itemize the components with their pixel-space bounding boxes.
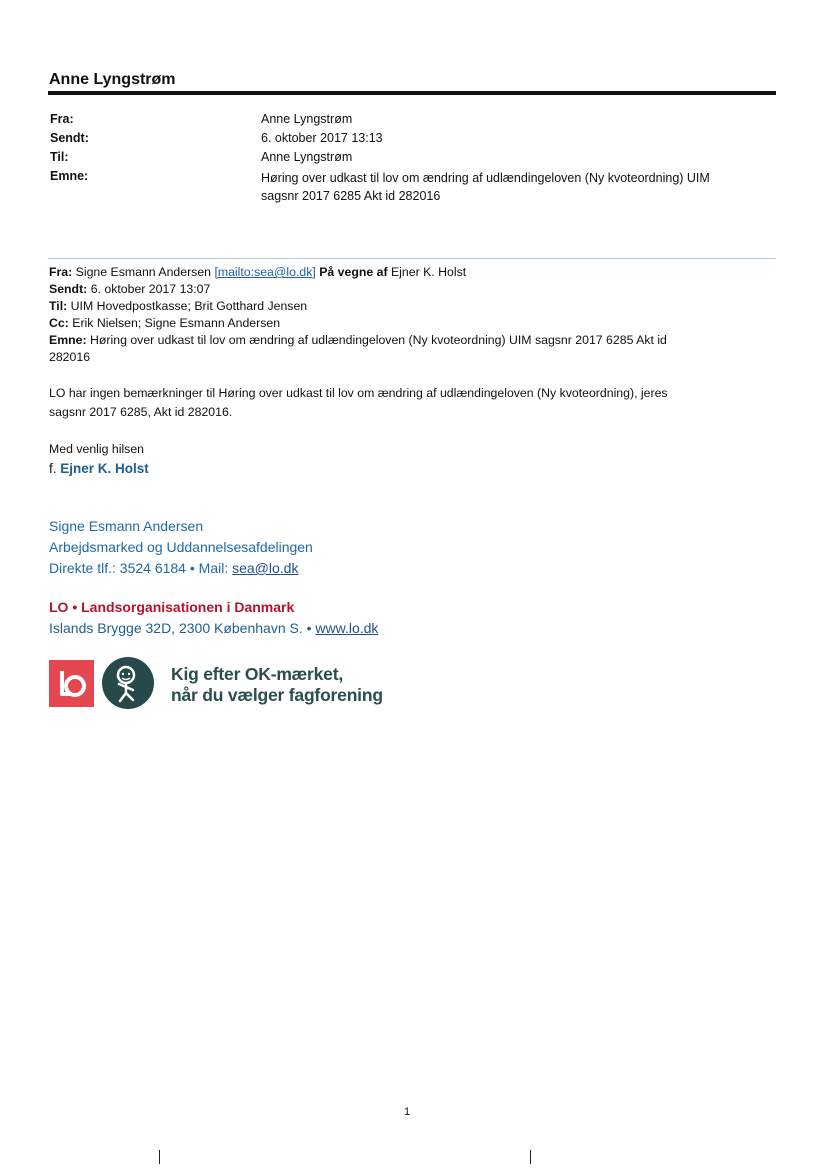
fwd-sent-line <box>49 281 774 298</box>
signature-address: Islands Brygge 32D, 2300 København S. • <box>49 620 312 636</box>
signature-contact <box>49 560 298 576</box>
header-subject-value <box>261 169 781 205</box>
fwd-cc-line <box>49 315 774 332</box>
signature-department: Arbejdsmarked og Uddannelsesafdelingen <box>49 539 313 555</box>
fwd-subject-label: Emne: <box>49 333 87 347</box>
fwd-from-label: Fra: <box>49 265 73 279</box>
lo-logo <box>49 660 94 707</box>
fwd-to-line <box>49 298 774 315</box>
fwd-sent-label: Sendt: <box>49 282 88 296</box>
fwd-mailto-link[interactable]: [mailto:sea@lo.dk] <box>214 265 316 279</box>
ok-mark-logo <box>102 657 154 709</box>
header-from-label: Fra: <box>50 112 74 126</box>
header-to-label: Til: <box>50 150 69 164</box>
signature-email-link[interactable]: sea@lo.dk <box>232 560 299 576</box>
fwd-subject-line <box>49 332 774 349</box>
fwd-subject-line2: 282016 <box>49 350 91 364</box>
header-to-value: Anne Lyngstrøm <box>261 150 353 164</box>
page-title: Anne Lyngstrøm <box>49 71 176 88</box>
signature-contact-prefix: Direkte tlf.: 3524 6184 • Mail: <box>49 560 229 576</box>
fwd-cc-label: Cc: <box>49 316 69 330</box>
header-from-value: Anne Lyngstrøm <box>261 112 353 126</box>
fwd-sent-value: 6. oktober 2017 13:07 <box>90 282 211 296</box>
fwd-to-value: UIM Hovedpostkasse; Brit Gotthard Jensen <box>70 299 308 313</box>
header-subject-label: Emne: <box>50 169 89 183</box>
banner-line1: Kig efter OK-mærket, <box>171 664 344 684</box>
fwd-from-line <box>49 264 774 281</box>
body-line1: LO har ingen bemærkninger til Høring over udkast til lov om ændring af udlændingeloven (Ny kvoteordning), jeres <box>49 386 668 400</box>
fwd-on-behalf-name: Ejner K. Holst <box>390 265 467 279</box>
ok-mark-icon <box>102 657 154 709</box>
scan-mark-left <box>159 1150 160 1164</box>
scan-mark-right <box>530 1150 531 1164</box>
header-subject-line2: sagsnr 2017 6285 Akt id 282016 <box>261 189 441 203</box>
header-rule <box>48 91 776 95</box>
signature-name: Signe Esmann Andersen <box>49 518 204 534</box>
lo-logo-icon <box>54 666 90 702</box>
header-sent-label: Sendt: <box>50 131 89 145</box>
divider <box>48 258 776 259</box>
header-subject-line1: Høring over udkast til lov om ændring af udlændingeloven (Ny kvoteordning) UIM <box>261 171 710 185</box>
header-sent-value: 6. oktober 2017 13:13 <box>261 131 383 145</box>
fwd-on-behalf-label: På vegne af <box>319 265 388 279</box>
signed-line <box>49 459 769 478</box>
signed-name: Ejner K. Holst <box>60 461 149 476</box>
fwd-from-name: Signe Esmann Andersen <box>75 265 212 279</box>
greeting: Med venlig hilsen <box>49 442 145 456</box>
fwd-to-label: Til: <box>49 299 68 313</box>
signed-prefix: f. <box>49 461 57 476</box>
signature-website-link[interactable]: www.lo.dk <box>315 620 379 636</box>
fwd-subject-line1: Høring over udkast til lov om ændring af udlændingeloven (Ny kvoteordning) UIM sagsnr 2017 6285 Akt id <box>90 333 667 347</box>
signature-address-line <box>49 620 378 636</box>
page-number: 1 <box>404 1106 411 1118</box>
banner-line2: når du vælger fagforening <box>171 685 383 705</box>
body-line2: sagsnr 2017 6285, Akt id 282016. <box>49 405 233 419</box>
fwd-cc-value: Erik Nielsen; Signe Esmann Andersen <box>72 316 281 330</box>
signature-org: LO • Landsorganisationen i Danmark <box>49 599 295 615</box>
